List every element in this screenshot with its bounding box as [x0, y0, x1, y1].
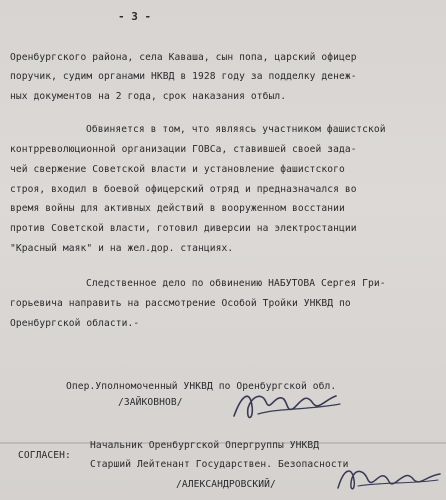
signer1-title: Опер.Уполномоченный УНКВД по Оренбургской обл. — [66, 381, 337, 392]
signer1-name: /ЗАЙКОВНОВ/ — [118, 397, 183, 408]
para1-line-1: Оренбургского района, села Каваша, сын попа, царский офицер — [10, 52, 357, 63]
approval-line-1: Начальник Оренбургской Опергруппы УНКВД — [90, 440, 320, 451]
handwritten-signature-2 — [334, 462, 444, 496]
para2-line-3: чей свержение Советской власти и установление фашистского — [10, 164, 345, 175]
para1-line-2: поручик, судим органами НКВД в 1928 году за подделку денеж- — [10, 71, 357, 82]
approval-label: СОГЛАСЕН: — [18, 450, 71, 461]
approval-name: /АЛЕКСАНДРОВСКИЙ/ — [176, 479, 276, 490]
para2-line-2: контрреволюционной организации ГОВСа, ставившей своей зада- — [10, 144, 357, 155]
para3-line-3: Оренбургской области.- — [10, 318, 140, 329]
para1-line-3: ных документов на 2 года, срок наказания отбыл. — [10, 91, 287, 102]
para3-line-1: Следственное дело по обвинению НАБУТОВА Сергея Гри- — [86, 278, 386, 289]
para2-line-5: время войны для активных действий в вооруженном восстании — [10, 203, 345, 214]
para3-line-2: горьевича направить на рассмотрение Особой Тройки УНКВД по — [10, 298, 351, 309]
para2-line-6: против Советской власти, готовил диверсии на электростанции — [10, 223, 357, 234]
para2-line-4: строя, входил в боевой офицерский отряд и предназначался во — [10, 184, 357, 195]
handwritten-signature-1 — [228, 386, 348, 426]
para2-line-7: "Красный маяк" и на жел.дор. станциях. — [10, 243, 234, 254]
page-number: - 3 - — [118, 10, 152, 23]
para2-line-1: Обвиняется в том, что являясь участником фашистской — [86, 124, 386, 135]
approval-line-2: Старший Лейтенант Государствен. Безопасности — [90, 459, 349, 470]
